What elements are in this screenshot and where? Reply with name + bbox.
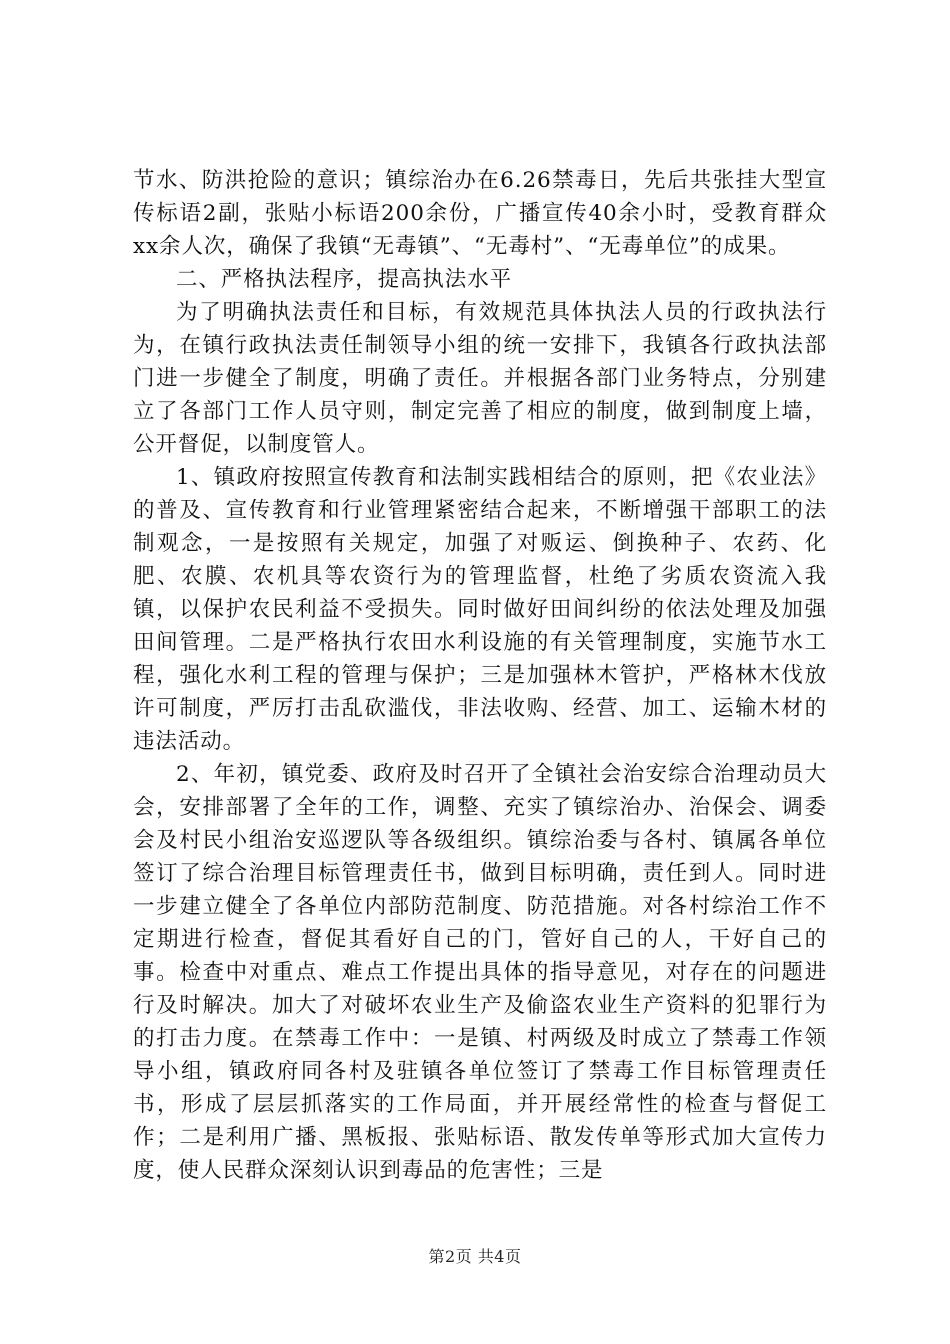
paragraph-intro: 为了明确执法责任和目标，有效规范具体执法人员的行政执法行为，在镇行政执法责任制领导小组的统一安排下，我镇各行政执法部门进一步健全了制度，明确了责任。并根据各部门业务特点，分别建立了各部门工作人员守则，制定完善了相应的制度，做到制度上墙，公开督促，以制度管人。	[133, 300, 827, 457]
paragraph-item-1: 1、镇政府按照宣传教育和法制实践相结合的原则，把《农业法》的普及、宣传教育和行业管理紧密结合起来，不断增强干部职工的法制观念，一是按照有关规定，加强了对贩运、倒换种子、农药、化肥、农膜、农机具等农资行为的管理监督，杜绝了劣质农资流入我镇，以保护农民利益不受损失。同时做好田间纠纷的依法处理及加强田间管理。二是严格执行农田水利设施的有关管理制度，实施节水工程，强化水利工程的管理与保护；三是加强林木管护，严格林木伐放许可制度，严厉打击乱砍滥伐，非法收购、经营、加工、运输木材的违法活动。	[133, 465, 827, 754]
document-body	[133, 164, 827, 1187]
page-footer: 第2页 共4页	[428, 1247, 522, 1266]
paragraph-item-2: 2、年初，镇党委、政府及时召开了全镇社会治安综合治理动员大会，安排部署了全年的工作，调整、充实了镇综治办、治保会、调委会及村民小组治安巡逻队等各级组织。镇综治委与各村、镇属各单位签订了综合治理目标管理责任书，做到目标明确，责任到人。同时进一步建立健全了各单位内部防范制度、防范措施。对各村综治工作不定期进行检查，督促其看好自己的门，管好自己的人，干好自己的事。检查中对重点、难点工作提出具体的指导意见，对存在的问题进行及时解决。加大了对破坏农业生产及偷盗农业生产资料的犯罪行为的打击力度。在禁毒工作中：一是镇、村两级及时成立了禁毒工作领导小组，镇政府同各村及驻镇各单位签订了禁毒工作目标管理责任书，形成了层层抓落实的工作局面，并开展经常性的检查与督促工作；二是利用广播、黑板报、张贴标语、散发传单等形式加大宣传力度，使人民群众深刻认识到毒品的危害性；三是	[133, 762, 827, 1183]
paragraph-continuation: 节水、防洪抢险的意识；镇综治办在6.26禁毒日，先后共张挂大型宣传标语2副，张贴小标语200余份，广播宣传40余小时，受教育群众xx余人次，确保了我镇“无毒镇”、“无毒村”、“无毒单位”的成果。	[133, 168, 827, 259]
section-heading: 二、严格执法程序，提高执法水平	[176, 267, 513, 292]
